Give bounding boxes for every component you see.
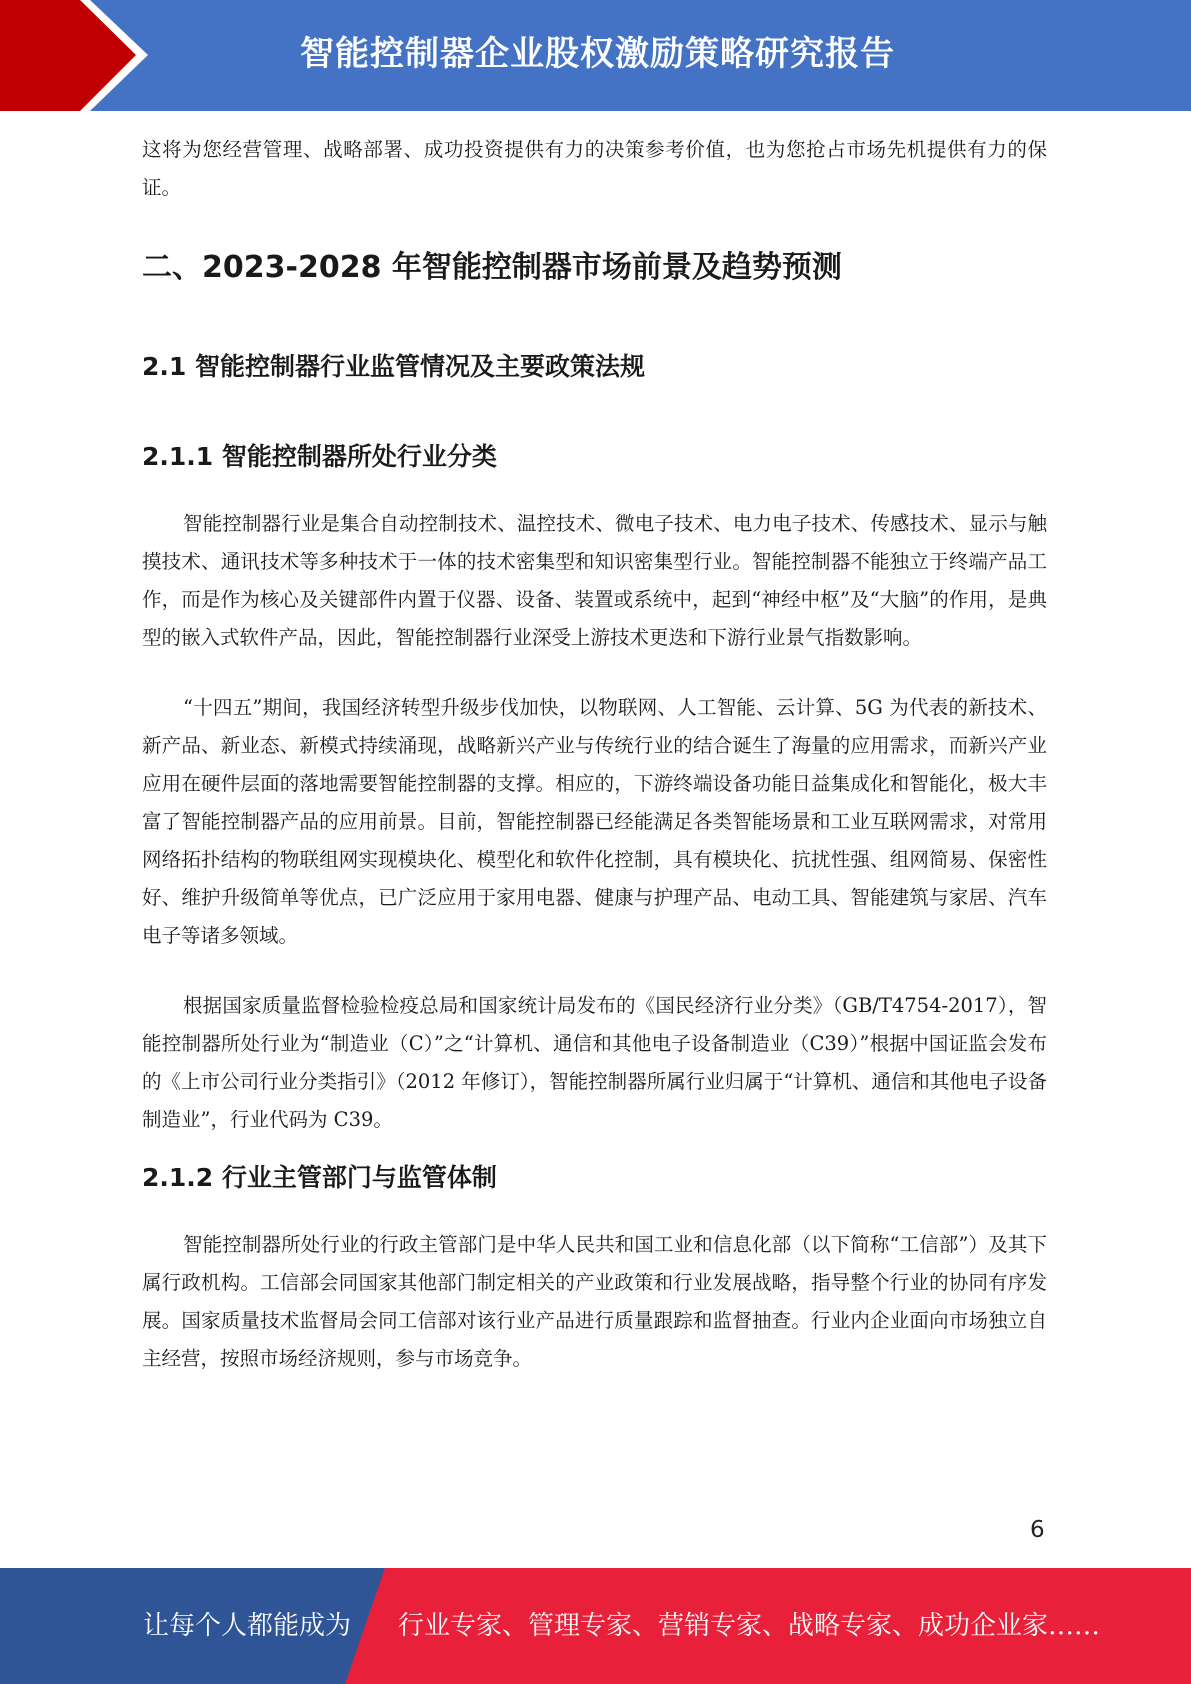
page-header bbox=[0, 0, 1191, 111]
report-title: 智能控制器企业股权激励策略研究报告 bbox=[300, 34, 895, 74]
page-footer bbox=[0, 1568, 1191, 1684]
paragraph-fourteenth-five-year: “十四五”期间，我国经济转型升级步伐加快，以物联网、人工智能、云计算、5G 为代表的新技术、新产品、新业态、新模式持续涌现，战略新兴产业与传统行业的结合诞生了海量的应用需求，而新兴产业应用在硬件层面的落地需要智能控制器的支撑。相应的，下游终端设备功能日益集成化和智能化，极大丰富了智能控制器产品的应用前景。目前，智能控制器已经能满足各类智能场景和工业互联网需求，对常用网络拓扑结构的物联组网实现模块化、模型化和软件化控制，具有模块化、抗扰性强、组网简易、保密性好、维护升级简单等优点，已广泛应用于家用电器、健康与护理产品、电动工具、智能建筑与家居、汽车电子等诸多领域。 bbox=[142, 696, 1047, 947]
sub-subsection-heading-2: 2.1.2 行业主管部门与监管体制 bbox=[142, 1163, 497, 1192]
page-content bbox=[142, 131, 1047, 1378]
page-number: 6 bbox=[1030, 1517, 1045, 1543]
subsection-heading: 2.1 智能控制器行业监管情况及主要政策法规 bbox=[142, 352, 645, 381]
intro-paragraph: 这将为您经营管理、战略部署、成功投资提供有力的决策参考价值，也为您抢占市场先机提供有力的保证。 bbox=[142, 138, 1047, 199]
section-heading: 二、2023-2028 年智能控制器市场前景及趋势预测 bbox=[142, 250, 842, 285]
footer-slogan-right: 行业专家、管理专家、营销专家、战略专家、成功企业家…… bbox=[398, 1611, 1101, 1641]
footer-slogan-left: 让每个人都能成为 bbox=[143, 1611, 352, 1641]
paragraph-industry-overview: 智能控制器行业是集合自动控制技术、温控技术、微电子技术、电力电子技术、传感技术、显示与触摸技术、通讯技术等多种技术于一体的技术密集型和知识密集型行业。智能控制器不能独立于终端产品工作，而是作为核心及关键部件内置于仪器、设备、装置或系统中，起到“神经中枢”及“大脑”的作用，是典型的嵌入式软件产品，因此，智能控制器行业深受上游技术更迭和下游行业景气指数影响。 bbox=[142, 512, 1047, 649]
paragraph-industry-classification: 根据国家质量监督检验检疫总局和国家统计局发布的《国民经济行业分类》（GB/T4754-2017），智能控制器所处行业为“制造业（C）”之“计算机、通信和其他电子设备制造业（C39）”根据中国证监会发布的《上市公司行业分类指引》（2012 年修订），智能控制器所属行业归属于“计算机、通信和其他电子设备制造业”，行业代码为 C39。 bbox=[142, 994, 1047, 1131]
header-chevron-decoration bbox=[0, 0, 160, 111]
paragraph-regulatory-authority: 智能控制器所处行业的行政主管部门是中华人民共和国工业和信息化部（以下简称“工信部”）及其下属行政机构。工信部会同国家其他部门制定相关的产业政策和行业发展战略，指导整个行业的协同有序发展。国家质量技术监督局会同工信部对该行业产品进行质量跟踪和监督抽查。行业内企业面向市场独立自主经营，按照市场经济规则，参与市场竞争。 bbox=[142, 1233, 1047, 1370]
sub-subsection-heading-1: 2.1.1 智能控制器所处行业分类 bbox=[142, 442, 497, 471]
